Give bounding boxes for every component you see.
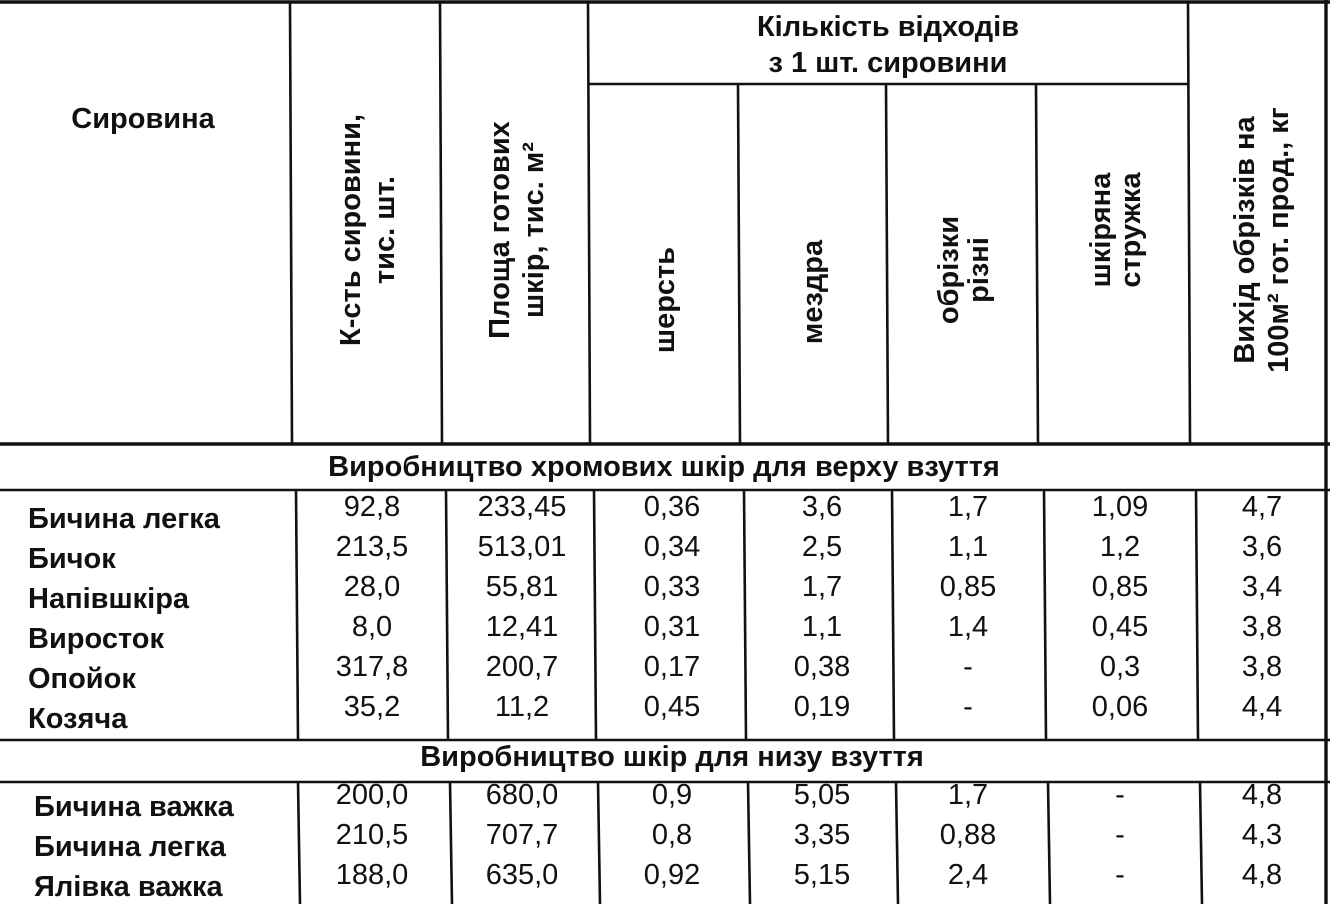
cell-qty: 213,5: [335, 531, 409, 563]
cell-qty: 200,0: [335, 779, 409, 811]
cell-trim: -: [963, 651, 973, 683]
cell-flesh: 1,1: [801, 611, 843, 643]
svg-text:шкір, тис. м²: шкір, тис. м²: [518, 142, 550, 318]
cell-wool: 0,92: [643, 859, 701, 891]
cell-trim: 1,1: [947, 531, 989, 563]
cell-area: 233,45: [477, 491, 567, 523]
row-label: Бичок: [28, 543, 116, 575]
svg-text:тис. шт.: тис. шт.: [369, 175, 401, 285]
svg-text:100м² гот. прод., кг: 100м² гот. прод., кг: [1263, 107, 1295, 373]
row-label: Напівшкіра: [28, 583, 190, 615]
svg-text:з 1 шт. сировини: з 1 шт. сировини: [768, 47, 1008, 79]
cell-area: 680,0: [485, 779, 559, 811]
cell-wool: 0,9: [651, 779, 693, 811]
row-label: Опойок: [28, 663, 136, 695]
cell-flesh: 3,35: [793, 819, 851, 851]
row-label: Ялівка важка: [34, 871, 223, 903]
cell-qty: 210,5: [335, 819, 409, 851]
cell-trim: -: [963, 691, 973, 723]
cell-qty: 188,0: [335, 859, 409, 891]
cell-shav: 0,45: [1091, 611, 1149, 643]
header-raw-material: Сировина: [71, 103, 215, 135]
table-row: [28, 491, 1282, 535]
cell-flesh: 5,05: [793, 779, 851, 811]
svg-text:Кількість відходів: Кількість відходів: [756, 11, 1020, 43]
svg-text:стружка: стружка: [1115, 172, 1147, 288]
cell-yield: 4,4: [1241, 691, 1283, 723]
section-chrome-rows: [28, 491, 1282, 735]
table-row: [28, 571, 1282, 615]
table-row: [28, 611, 1282, 655]
cell-area: 635,0: [485, 859, 559, 891]
cell-shav: -: [1115, 859, 1125, 891]
cell-shav: 0,3: [1099, 651, 1141, 683]
cell-yield: 3,8: [1241, 611, 1283, 643]
cell-yield: 3,6: [1241, 531, 1283, 563]
table-row: [34, 859, 1282, 903]
svg-text:шерсть: шерсть: [649, 246, 681, 354]
cell-yield: 3,4: [1241, 571, 1283, 603]
row-label: Бичина легка: [34, 831, 226, 863]
table-row: [28, 531, 1282, 575]
cell-wool: 0,33: [643, 571, 701, 603]
cell-flesh: 1,7: [801, 571, 843, 603]
cell-shav: 0,85: [1091, 571, 1149, 603]
header-area: [484, 121, 550, 339]
cell-trim: 0,85: [939, 571, 997, 603]
cell-qty: 35,2: [343, 691, 401, 723]
cell-yield: 4,8: [1241, 859, 1283, 891]
cell-shav: -: [1115, 819, 1125, 851]
table-row: [34, 779, 1282, 823]
header-waste-group: [757, 11, 1019, 79]
cell-area: 11,2: [494, 691, 550, 723]
header-quantity: [335, 114, 401, 346]
cell-shav: 0,06: [1091, 691, 1149, 723]
table-header: [71, 11, 1295, 373]
svg-text:К-сть сировини,: К-сть сировини,: [335, 113, 367, 347]
cell-area: 707,7: [485, 819, 559, 851]
cell-trim: 0,88: [939, 819, 997, 851]
section-title-chrome: Виробництво хромових шкір для верху взуття: [328, 451, 1000, 483]
cell-qty: 92,8: [343, 491, 401, 523]
svg-text:різні: різні: [963, 237, 995, 303]
section-sole-rows: [34, 779, 1282, 903]
cell-shav: 1,2: [1099, 531, 1141, 563]
cell-wool: 0,45: [643, 691, 701, 723]
cell-qty: 8,0: [351, 611, 393, 643]
cell-flesh: 0,19: [793, 691, 851, 723]
cell-trim: 2,4: [947, 859, 989, 891]
cell-yield: 4,8: [1241, 779, 1283, 811]
section-title-sole: Виробництво шкір для низу взуття: [420, 741, 924, 773]
cell-wool: 0,8: [651, 819, 693, 851]
cell-area: 513,01: [477, 531, 567, 563]
cell-yield: 3,8: [1241, 651, 1283, 683]
table-row: [34, 819, 1282, 863]
cell-flesh: 5,15: [793, 859, 851, 891]
header-flesh: [797, 239, 829, 344]
row-label: Козяча: [28, 703, 128, 735]
cell-trim: 1,7: [947, 779, 989, 811]
cell-yield: 4,7: [1241, 491, 1283, 523]
table-row: [28, 691, 1282, 735]
row-label: Бичина важка: [34, 791, 234, 823]
cell-yield: 4,3: [1241, 819, 1283, 851]
cell-wool: 0,17: [643, 651, 701, 683]
svg-text:мездра: мездра: [797, 239, 829, 345]
cell-area: 55,81: [485, 571, 559, 603]
cell-qty: 317,8: [335, 651, 409, 683]
header-yield: [1229, 107, 1295, 373]
cell-trim: 1,7: [947, 491, 989, 523]
table-row: [28, 651, 1282, 695]
cell-flesh: 0,38: [793, 651, 851, 683]
cell-shav: -: [1115, 779, 1125, 811]
row-label: Виросток: [28, 623, 164, 655]
svg-text:обрізки: обрізки: [933, 215, 965, 325]
cell-shav: 1,09: [1091, 491, 1149, 523]
header-trimmings: [933, 216, 995, 324]
header-wool: [649, 247, 681, 353]
header-shavings: [1085, 171, 1147, 287]
svg-text:Площа готових: Площа готових: [484, 121, 516, 339]
cell-flesh: 2,5: [801, 531, 843, 563]
cell-qty: 28,0: [343, 571, 401, 603]
cell-wool: 0,36: [643, 491, 701, 523]
svg-text:Вихід обрізків на: Вихід обрізків на: [1229, 116, 1261, 364]
cell-wool: 0,31: [643, 611, 701, 643]
row-label: Бичина легка: [28, 503, 220, 535]
cell-flesh: 3,6: [801, 491, 843, 523]
svg-text:шкіряна: шкіряна: [1085, 172, 1117, 288]
cell-area: 12,41: [485, 611, 559, 643]
cell-trim: 1,4: [947, 611, 989, 643]
cell-area: 200,7: [485, 651, 559, 683]
cell-wool: 0,34: [643, 531, 701, 563]
